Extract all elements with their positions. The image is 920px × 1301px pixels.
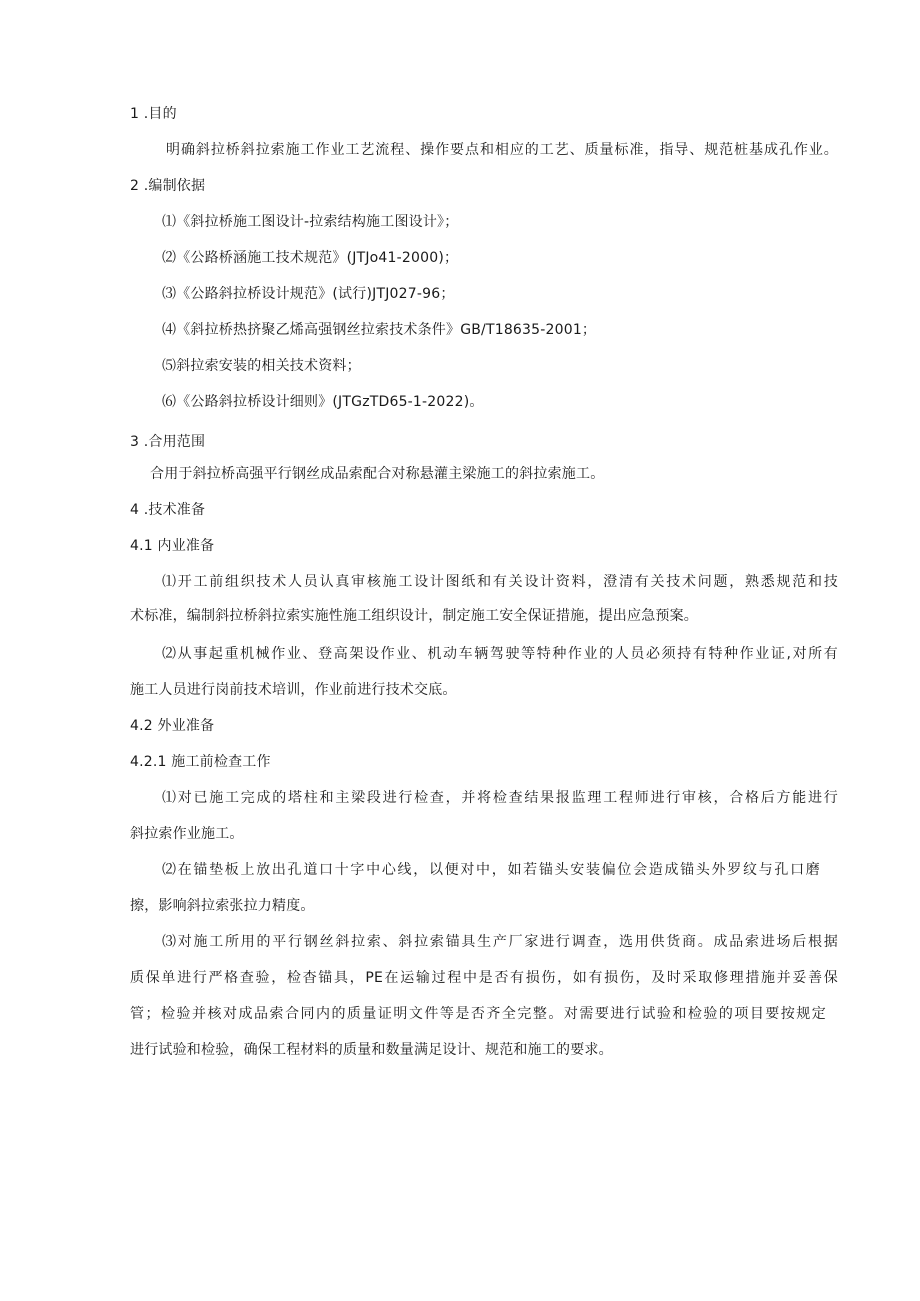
pre-check-para-1-line-2: 斜拉索作业施工。 (130, 826, 244, 842)
section-4-2-1-heading: 4.2.1 施工前检查工作 (130, 754, 271, 770)
pre-check-para-2-line-1: ⑵在锚垫板上放出孔道口十字中心线，以便对中，如若锚头安装偏位会造成锚头外罗纹与孔口磨 (162, 862, 820, 878)
prep-internal-para-1-line-2: 术标准，编制斜拉桥斜拉索实施性施工组织设计，制定施工安全保证措施，提出应急预案。 (130, 608, 698, 624)
basis-item-3: ⑶《公路斜拉桥设计规范》(试行)JTJ027-96； (162, 286, 455, 302)
section-3-heading: 3 .合用范围 (130, 434, 206, 450)
section-2-heading: 2 .编制依据 (130, 178, 206, 194)
pre-check-para-1-line-1: ⑴对已施工完成的塔柱和主梁段进行检查，并将检查结果报监理工程师进行审核，合格后方能进行 (162, 790, 838, 806)
section-4-heading: 4 .技术准备 (130, 502, 206, 518)
section-1-heading: 1 .目的 (130, 106, 177, 122)
section-1-body: 明确斜拉桥斜拉索施工作业工艺流程、操作要点和相应的工艺、质量标准，指导、规范桩基成孔作业。 (166, 142, 838, 158)
prep-internal-para-1-line-1: ⑴开工前组织技术人员认真审核施工设计图纸和有关设计资料，澄清有关技术问题，熟悉规范和技 (162, 574, 838, 590)
pre-check-para-3-line-1: ⑶对施工所用的平行钢丝斜拉索、斜拉索锚具生产厂家进行调查，选用供货商。成品索进场后根据 (162, 934, 838, 950)
pre-check-para-3-line-2: 质保单进行严格查验，检杳锚具，PE在运输过程中是否有损伤，如有损伤，及时采取修理措施并妥善保 (130, 970, 838, 986)
pre-check-para-3-line-3: 管；检验并核对成品索合同内的质量证明文件等是否齐全完整。对需要进行试验和检验的项目要按规定 (130, 1006, 826, 1022)
prep-internal-para-2-line-2: 施工人员进行岗前技术培训，作业前进行技术交底。 (130, 682, 457, 698)
basis-item-5: ⑸斜拉索安装的相关技术资料； (162, 358, 361, 374)
basis-item-2: ⑵《公路桥涵施工技术规范》(JTJo41-2000)； (162, 250, 459, 266)
basis-item-1: ⑴《斜拉桥施工图设计-拉索结构施工图设计》； (162, 214, 459, 230)
pre-check-para-2-line-2: 擦，影响斜拉索张拉力精度。 (130, 898, 315, 914)
pre-check-para-3-line-4: 进行试验和检验，确保工程材料的质量和数量满足设计、规范和施工的要求。 (130, 1042, 613, 1058)
section-4-2-heading: 4.2 外业准备 (130, 718, 215, 734)
basis-item-6: ⑹《公路斜拉桥设计细则》(JTGzTD65-1-2022)。 (162, 394, 484, 410)
basis-item-4: ⑷《斜拉桥热挤聚乙烯高强钢丝拉索技术条件》GB/T18635-2001； (162, 322, 597, 338)
section-4-1-heading: 4.1 内业准备 (130, 538, 215, 554)
prep-internal-para-2-line-1: ⑵从事起重机械作业、登高架设作业、机动车辆驾驶等特种作业的人员必须持有特种作业证,对所有 (162, 646, 838, 662)
section-3-body: 合用于斜拉桥高强平行钢丝成品索配合对称悬灌主梁施工的斜拉索施工。 (150, 466, 605, 482)
